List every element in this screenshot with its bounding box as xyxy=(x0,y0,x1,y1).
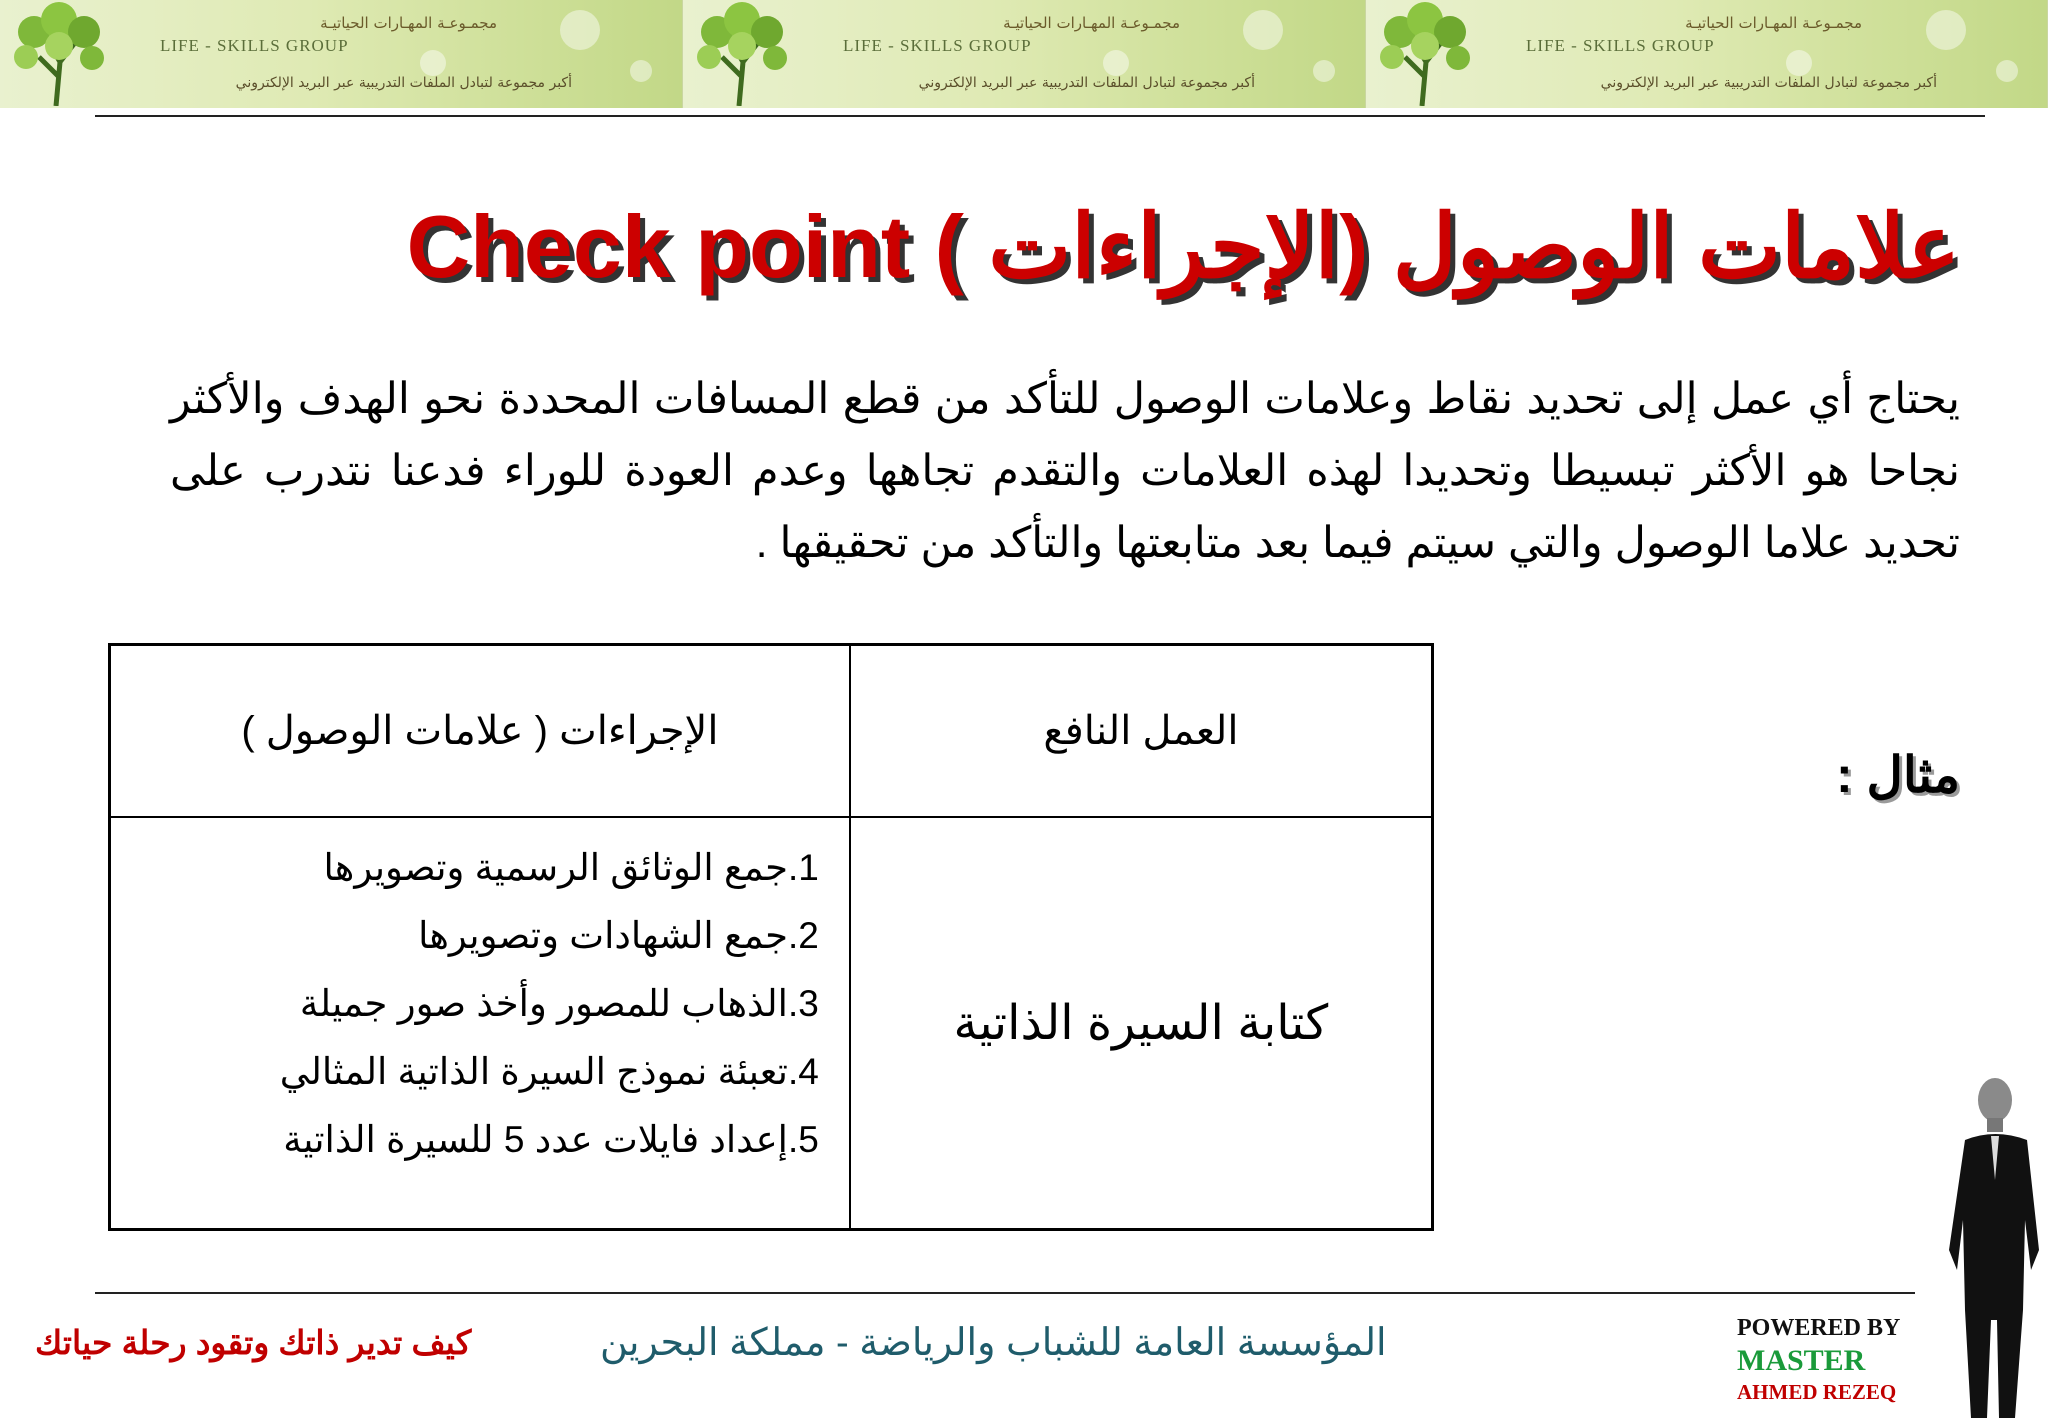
banner-tile xyxy=(683,0,1366,108)
banner-english-name: LIFE - SKILLS GROUP xyxy=(843,36,1032,55)
author-name: AHMED REZEQ xyxy=(1737,1380,1897,1404)
steps-list xyxy=(111,818,849,1174)
powered-by-block xyxy=(1737,1316,1900,1403)
presenter-silhouette-icon xyxy=(1935,1070,2045,1418)
list-item: 5.إعداد فايلات عدد 5 للسيرة الذاتية xyxy=(283,1118,819,1160)
list-item: 1.جمع الوثائق الرسمية وتصويرها xyxy=(323,846,819,888)
banner-tagline: أكبر مجموعة لتبادل الملفات التدريبية عبر البريد الإلكتروني xyxy=(235,75,572,91)
master-label: MASTER xyxy=(1737,1344,1866,1377)
tree-logo-icon xyxy=(4,2,114,106)
banner-english-name: LIFE - SKILLS GROUP xyxy=(160,36,349,55)
top-divider xyxy=(95,115,1985,117)
banner-english-name: LIFE - SKILLS GROUP xyxy=(1526,36,1715,55)
footer-slogan: كيف تدير ذاتك وتقود رحلة حياتك xyxy=(35,1324,472,1361)
list-item: 4.تعبئة نموذج السيرة الذاتية المثالي xyxy=(279,1050,819,1092)
table-row xyxy=(110,817,1433,1230)
example-label: مثال : xyxy=(1836,747,1960,803)
header-procedures: الإجراءات ( علامات الوصول ) xyxy=(110,645,850,817)
checkpoint-table xyxy=(108,643,1434,1231)
banner-arabic-name: مجمـوعـة المهـارات الحياتيـة xyxy=(1003,14,1180,32)
job-cell: كتابة السيرة الذاتية xyxy=(850,817,1433,1230)
slide-title: علامات الوصول (الإجراءات ) Check point xyxy=(406,197,1960,296)
bottom-divider xyxy=(95,1292,1915,1294)
banner-tile xyxy=(1366,0,2048,108)
header-job: العمل النافع xyxy=(850,645,1433,817)
powered-by-label: POWERED BY xyxy=(1737,1315,1901,1341)
banner-tile xyxy=(0,0,683,108)
tree-logo-icon xyxy=(1370,2,1480,106)
banner-tagline: أكبر مجموعة لتبادل الملفات التدريبية عبر البريد الإلكتروني xyxy=(1600,75,1937,91)
banner-tagline: أكبر مجموعة لتبادل الملفات التدريبية عبر البريد الإلكتروني xyxy=(918,75,1255,91)
list-item: 3.الذهاب للمصور وأخذ صور جميلة xyxy=(299,982,819,1024)
header-banner xyxy=(0,0,2048,108)
banner-arabic-name: مجمـوعـة المهـارات الحياتيـة xyxy=(320,14,497,32)
list-item: 2.جمع الشهادات وتصويرها xyxy=(418,914,819,956)
tree-logo-icon xyxy=(687,2,797,106)
banner-arabic-name: مجمـوعـة المهـارات الحياتيـة xyxy=(1685,14,1862,32)
procedures-cell xyxy=(110,817,850,1230)
footer-organization: المؤسسة العامة للشباب والرياضة - مملكة البحرين xyxy=(600,1322,1387,1364)
intro-paragraph: يحتاج أي عمل إلى تحديد نقاط وعلامات الوصول للتأكد من قطع المسافات المحددة نحو الهدف والأكثر نجاحا هو الأكثر تبسيطا وتحديدا لهذه العلامات والتقدم تجاهها وعدم العودة للوراء فدعنا نتدرب على تحديد علاما الوصول والتي سيتم فيما بعد متابعتها والتأكد من تحقيقها . xyxy=(170,375,1960,567)
table-header-row xyxy=(110,645,1433,817)
